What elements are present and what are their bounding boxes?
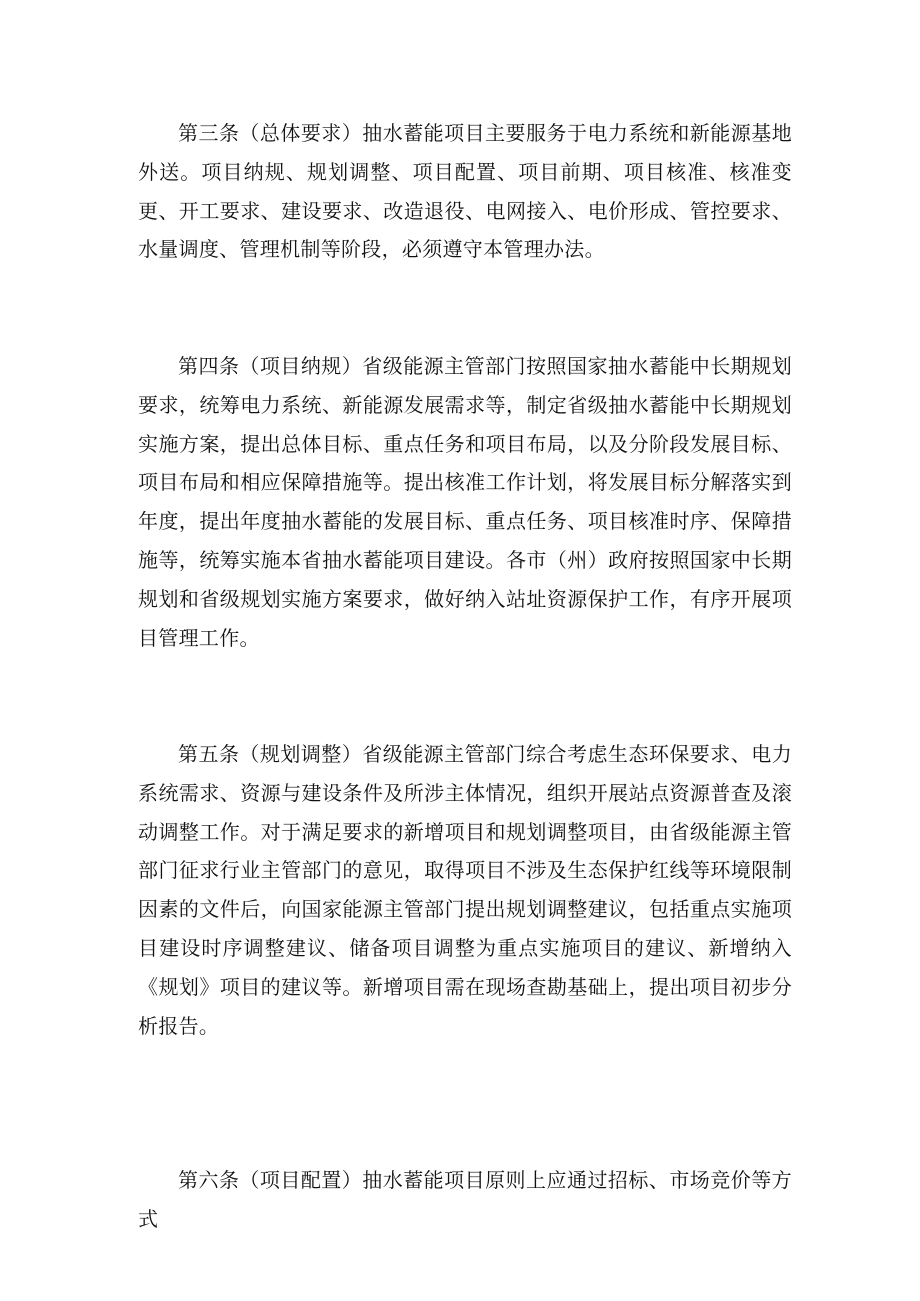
article-5-paragraph: 第五条（规划调整）省级能源主管部门综合考虑生态环保要求、电力系统需求、资源与建设条件及所涉主体情况，组织开展站点资源普查及滚动调整工作。对于满足要求的新增项目和规划调整项目，由省级能源主管部门征求行业主管部门的意见，取得项目不涉及生态保护红线等环境限制因素的文件后，向国家能源主管部门提出规划调整建议，包括重点实施项目建设时序调整建议、储备项目调整为重点实施项目的建议、新增纳入《规划》项目的建议等。新增项目需在现场查勘基础上，提出项目初步分析报告。 — [138, 742, 792, 1038]
article-3-paragraph: 第三条（总体要求）抽水蓄能项目主要服务于电力系统和新能源基地外送。项目纳规、规划调整、项目配置、项目前期、项目核准、核准变更、开工要求、建设要求、改造退役、电网接入、电价形成、管控要求、水量调度、管理机制等阶段，必须遵守本管理办法。 — [138, 121, 792, 262]
article-4-paragraph: 第四条（项目纳规）省级能源主管部门按照国家抽水蓄能中长期规划要求，统筹电力系统、新能源发展需求等，制定省级抽水蓄能中长期规划实施方案，提出总体目标、重点任务和项目布局，以及分阶段发展目标、项目布局和相应保障措施等。提出核准工作计划，将发展目标分解落实到年度，提出年度抽水蓄能的发展目标、重点任务、项目核准时序、保障措施等，统筹实施本省抽水蓄能项目建设。各市（州）政府按照国家中长期规划和省级规划实施方案要求，做好纳入站址资源保护工作，有序开展项目管理工作。 — [138, 354, 792, 650]
article-6-paragraph: 第六条（项目配置）抽水蓄能项目原则上应通过招标、市场竞价等方式 — [138, 1168, 792, 1231]
